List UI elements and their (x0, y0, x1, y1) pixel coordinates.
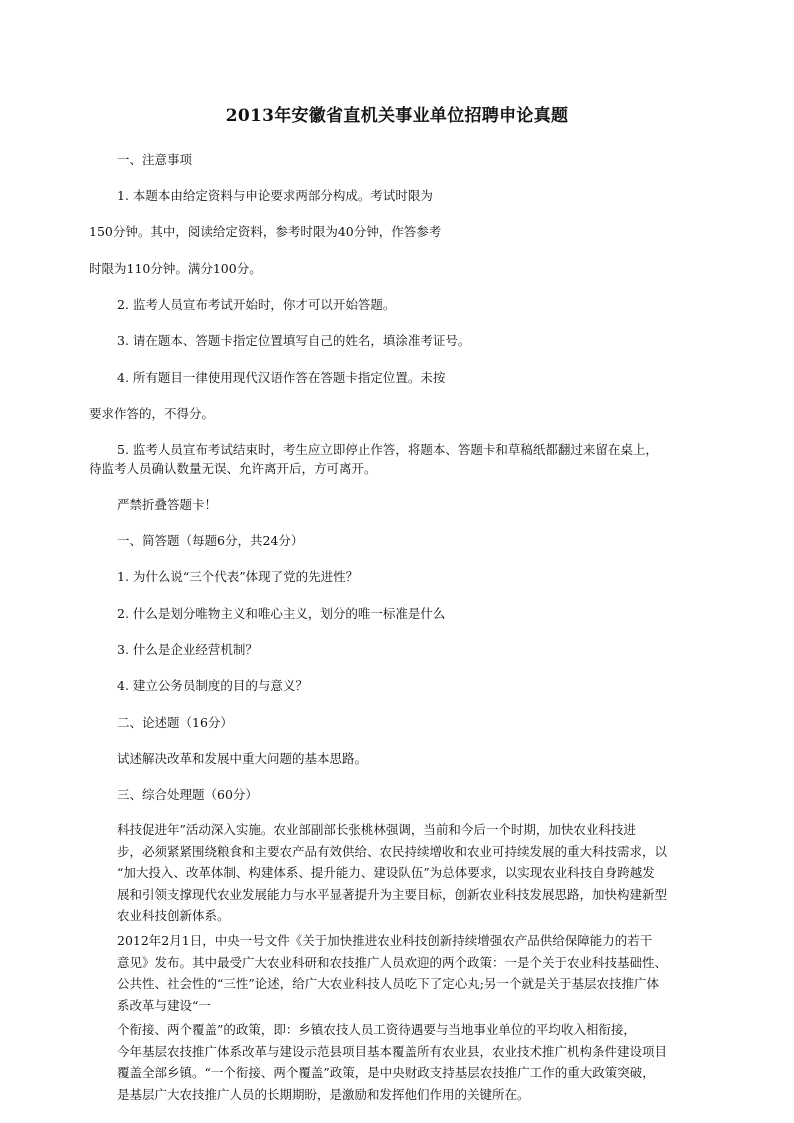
comprehensive-paragraph-1 (89, 819, 721, 927)
paragraph-line: 个衔接、两个覆盖”的政策，即：乡镇农技人员工资待遇要与当地事业单位的平均收入相衔接， (117, 1022, 636, 1037)
notice-item-1-line-2: 150分钟。其中，阅读给定资料，参考时限为40分钟，作答参考 (89, 224, 442, 239)
paragraph-line: 展和引领支撑现代农业发展能力与水平显著提升为主要目标，创新农业科技发展思路，加快构建新型 (117, 886, 668, 902)
paragraph-line: 步，必须紧紧围绕粮食和主要农产品有效供给、农民持续增收和农业可持续发展的重大科技需求，以 (117, 843, 668, 859)
notice-item-4-line-1: 4. 所有题目一律使用现代汉语作答在答题卡指定位置。未按 (117, 370, 446, 385)
paragraph-line: “加大投入、改革体制、构建体系、提升能力、建设队伍”为总体要求，以实现农业科技自身跨越发 (117, 865, 655, 880)
paragraph-line: 意见》发布。其中最受广大农业科研和农技推广人员欢迎的两个政策：一是个关于农业科技基础性、 (117, 954, 668, 970)
paragraph-line: 覆盖全部乡镇。“一个衔接、两个覆盖”政策，是中央财政支持基层农技推广工作的重大政策突破， (117, 1065, 655, 1080)
notice-heading: 一、注意事项 (117, 152, 193, 167)
short-answer-q4: 4. 建立公务员制度的目的与意义？ (117, 678, 308, 693)
notice-item-2: 2. 监考人员宣布考试开始时，你才可以开始答题。 (117, 297, 396, 312)
paragraph-line: 2012年2月1日，中央一号文件《关于加快推进农业科技创新持续增强农产品供给保障能力的若干 (117, 933, 653, 948)
notice-item-5-line-1: 5. 监考人员宣布考试结束时，考生应立即停止作答，将题本、答题卡和草稿纸都翻过来留在桌上， (117, 442, 658, 457)
notice-warning: 严禁折叠答题卡！ (117, 497, 218, 512)
comprehensive-paragraph-3 (89, 1019, 721, 1105)
paragraph-line: 公共性、社会性的“三性”论述，给广大农业科技人员吃下了定心丸;另一个就是关于基层农技推广体 (117, 976, 659, 991)
notice-item-3: 3. 请在题本、答题卡指定位置填写自己的姓名，填涂准考证号。 (117, 333, 471, 348)
paragraph-line: 农业科技创新体系。 (117, 908, 230, 923)
notice-item-4-line-2: 要求作答的，不得分。 (89, 406, 215, 421)
paragraph-line: 系改革与建设“一 (117, 997, 211, 1013)
notice-item-1-line-1: 1. 本题本由给定资料与申论要求两部分构成。考试时限为 (117, 188, 433, 203)
comprehensive-heading: 三、综合处理题（60分） (117, 787, 258, 802)
short-answer-heading: 一、简答题（每题6分，共24分） (117, 533, 304, 548)
notice-item-1-line-3: 时限为110分钟。满分100分。 (89, 261, 262, 276)
essay-q1: 试述解决改革和发展中重大问题的基本思路。 (117, 751, 368, 766)
notice-item-5-line-2: 待监考人员确认数量无误、允许离开后，方可离开。 (89, 461, 377, 476)
short-answer-q2: 2. 什么是划分唯物主义和唯心主义，划分的唯一标准是什么 (117, 606, 446, 621)
paragraph-line: 是基层广大农技推广人员的长期期盼，是激励和发挥他们作用的关键所在。 (117, 1086, 530, 1102)
paragraph-line: 科技促进年”活动深入实施。农业部副部长张桃林强调，当前和今后一个时期，加快农业科技进 (117, 822, 636, 837)
short-answer-q3: 3. 什么是企业经营机制？ (117, 642, 258, 657)
short-answer-q1: 1. 为什么说“三个代表”体现了党的先进性？ (117, 569, 359, 584)
comprehensive-paragraph-2 (89, 930, 721, 1016)
essay-heading: 二、论述题（16分） (117, 715, 233, 730)
paragraph-line: 今年基层农技推广体系改革与建设示范县项目基本覆盖所有农业县，农业技术推广机构条件建设项目 (117, 1043, 668, 1059)
page-title: 2013年安徽省直机关事业单位招聘申论真题 (225, 106, 569, 126)
